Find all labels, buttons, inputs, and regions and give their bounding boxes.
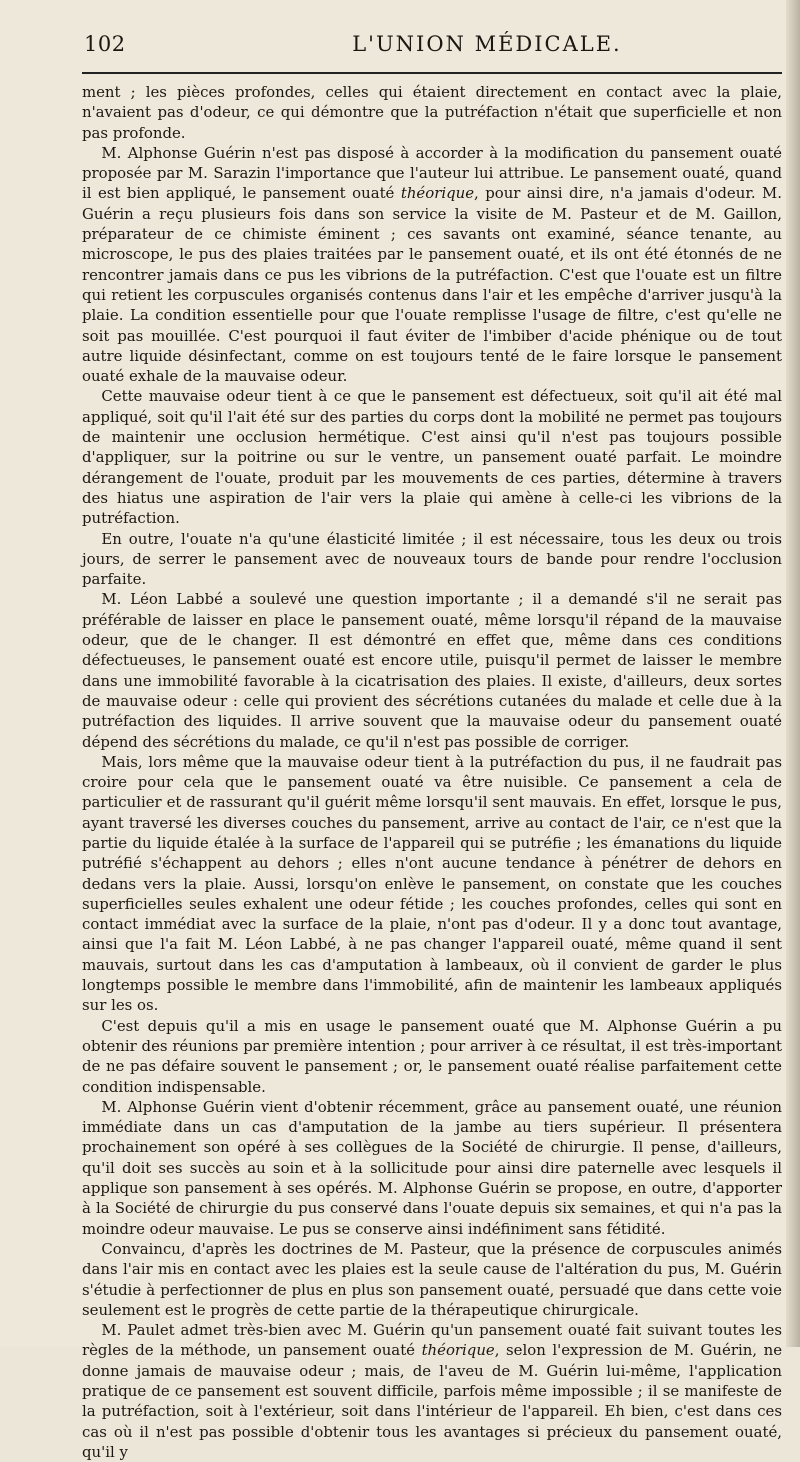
- paragraph-text: M. Alphonse Guérin vient d'obtenir récemment, grâce au pansement ouaté, une réunion immédiate dans un cas d'amputation de la jambe au tiers supérieur. Il présentera prochainement son opéré à ses collègues de la Société de chirurgie. Il pense, d'ailleurs, qu'il doit ses succès au soin et à la sollicitude pour ainsi dire paternelle avec lesquels il applique son pansement à ses opérés. M. Alphonse Guérin se propose, en outre, d'apporter à la Société de chirurgie du pus conservé dans l'ouate depuis six semaines, et qui n'a pas la moindre odeur mauvaise. Le pus se conserve ainsi indéfiniment sans fétidité.: [82, 1097, 782, 1238]
- paragraph: [82, 143, 782, 387]
- paragraph: [82, 386, 782, 528]
- paragraph: [82, 1097, 782, 1239]
- paragraph: [82, 589, 782, 751]
- paragraph-text: , pour ainsi dire, n'a jamais d'odeur. M. Guérin a reçu plusieurs fois dans son service la visite de M. Pasteur et de M. Gaillon, préparateur de ce chimiste éminent ; ces savants ont examiné, séance tenante, au microscope, le pus des plaies traitées par le pansement ouaté, et ils ont été étonnés de ne rencontrer jamais dans ce pus les vibrions de la putréfaction. C'est que l'ouate est un filtre qui retient les corpuscules organisés contenus dans l'air et les empêche d'arriver jusqu'à la plaie. La condition essentielle pour que l'ouate remplisse l'usage de filtre, c'est qu'elle ne soit pas mouillée. C'est pourquoi il faut éviter de l'imbiber d'acide phénique ou de tout autre liquide désinfectant, comme on est toujours tenté de le faire lorsque le pansement ouaté exhale de la mauvaise odeur.: [82, 184, 782, 386]
- italic-term: théorique: [421, 1341, 495, 1360]
- paragraph-text: M. Alphonse Guérin n'est pas disposé à accorder à la modification du pansement ouaté proposée par M. Sarazin l'importance que l'auteur lui attribue. Le pansement ouaté, quand il est bien appliqué, le pansement ouaté: [82, 143, 782, 203]
- paragraph-text: Cette mauvaise odeur tient à ce que le pansement est défectueux, soit qu'il ait été mal appliqué, soit qu'il l'ait été sur des parties du corps dont la mobilité ne permet pas toujours de maintenir une occlusion hermétique. C'est ainsi qu'il n'est pas toujours possible d'appliquer, sur la poitrine ou sur le ventre, un pansement ouaté parfait. Le moindre dérangement de l'ouate, produit par les mouvements de ces parties, détermine à travers des hiatus une aspiration de l'air vers la plaie qui amène à celle-ci les vibrions de la putréfaction.: [82, 387, 782, 528]
- italic-term: théorique: [400, 184, 475, 203]
- paragraph-text: En outre, l'ouate n'a qu'une élasticité limitée ; il est nécessaire, tous les deux ou trois jours, de serrer le pansement avec de nouveaux tours de bande pour rendre l'occlusion parfaite.: [82, 529, 782, 589]
- paragraph-text: C'est depuis qu'il a mis en usage le pansement ouaté que M. Alphonse Guérin a pu obtenir des réunions par première intention ; pour arriver à ce résultat, il est très-important de ne pas défaire souvent le pansement ; or, le pansement ouaté réalise parfaitement cette condition indispensable.: [82, 1016, 782, 1096]
- paragraph-text: M. Léon Labbé a soulevé une question importante ; il a demandé s'il ne serait pas préférable de laisser en place le pansement ouaté, même lorsqu'il répand de la mauvaise odeur, que de le changer. Il est démontré en effet que, même dans ces conditions défectueuses, le pansement ouaté est encore utile, puisqu'il permet de laisser le membre dans une immobilité favorable à la cicatrisation des plaies. Il existe, d'ailleurs, deux sortes de mauvaise odeur : celle qui provient des sécrétions cutanées du malade et celle due à la putréfaction des liquides. Il arrive souvent que la mauvaise odeur du pansement ouaté dépend des sécrétions du malade, ce qu'il n'est pas possible de corriger.: [82, 590, 782, 751]
- paragraph: [82, 529, 782, 590]
- paragraph-text: ment ; les pièces profondes, celles qui étaient directement en contact avec la plaie, n'avaient pas d'odeur, ce qui démontre que la putréfaction n'était que superficielle et non pas profonde.: [82, 83, 782, 142]
- page-edge-shadow: [786, 0, 800, 1347]
- paragraph: [82, 1320, 782, 1462]
- page-header: [82, 28, 782, 68]
- header-rule: [82, 72, 782, 74]
- page-number: 102: [84, 32, 126, 56]
- paragraph-text: Convaincu, d'après les doctrines de M. Pasteur, que la présence de corpuscules animés dans l'air mis en contact avec les plaies est la seule cause de l'altération du pus, M. Guérin s'étudie à perfectionner de plus en plus son pansement ouaté, persuadé que dans cette voie seulement est le progrès de cette partie de la thérapeutique chirurgicale.: [82, 1239, 782, 1319]
- paragraph-text: M. Paulet admet très-bien avec M. Guérin qu'un pansement ouaté fait suivant toutes les règles de la méthode, un pansement ouaté: [82, 1321, 782, 1360]
- paragraph: [82, 1239, 782, 1320]
- paragraph: [82, 82, 782, 143]
- running-title: L'UNION MÉDICALE.: [352, 32, 622, 56]
- paragraph-text: , selon l'expression de M. Guérin, ne donne jamais de mauvaise odeur ; mais, de l'aveu de M. Guérin lui-même, l'application pratique de ce pansement est souvent difficile, parfois même impossible ; il se manifeste de la putréfaction, soit à l'extérieur, soit dans l'intérieur de l'appareil. Eh bien, c'est dans ces cas où il n'est pas possible d'obtenir tous les avantages si précieux du pansement ouaté, qu'il y: [82, 1341, 783, 1461]
- paragraph-text: Mais, lors même que la mauvaise odeur tient à la putréfaction du pus, il ne faudrait pas croire pour cela que le pansement ouaté va être nuisible. Ce pansement a cela de particulier et de rassurant qu'il guérit même lorsqu'il sent mauvais. En effet, lorsque le pus, ayant traversé les diverses couches du pansement, arrive au contact de l'air, ce n'est que la partie du liquide étalée à la surface de l'appareil qui se putréfie ; les émanations du liquide putréfié s'échappent au dehors ; elles n'ont aucune tendance à pénétrer de dehors en dedans vers la plaie. Aussi, lorsqu'on enlève le pansement, on constate que les couches superficielles seules exhalent une odeur fétide ; les couches profondes, celles qui sont en contact immédiat avec la surface de la plaie, n'ont pas d'odeur. Il y a donc tout avantage, ainsi que l'a fait M. Léon Labbé, à ne pas changer l'appareil ouaté, même quand il sent mauvais, surtout dans les cas d'amputation à lambeaux, où il convient de garder le plus longtemps possible le membre dans l'immobilité, afin de maintenir les lambeaux appliqués sur les os.: [82, 752, 782, 1015]
- paragraph: [82, 752, 782, 1016]
- article-body: [82, 82, 782, 1462]
- paragraph: [82, 1016, 782, 1097]
